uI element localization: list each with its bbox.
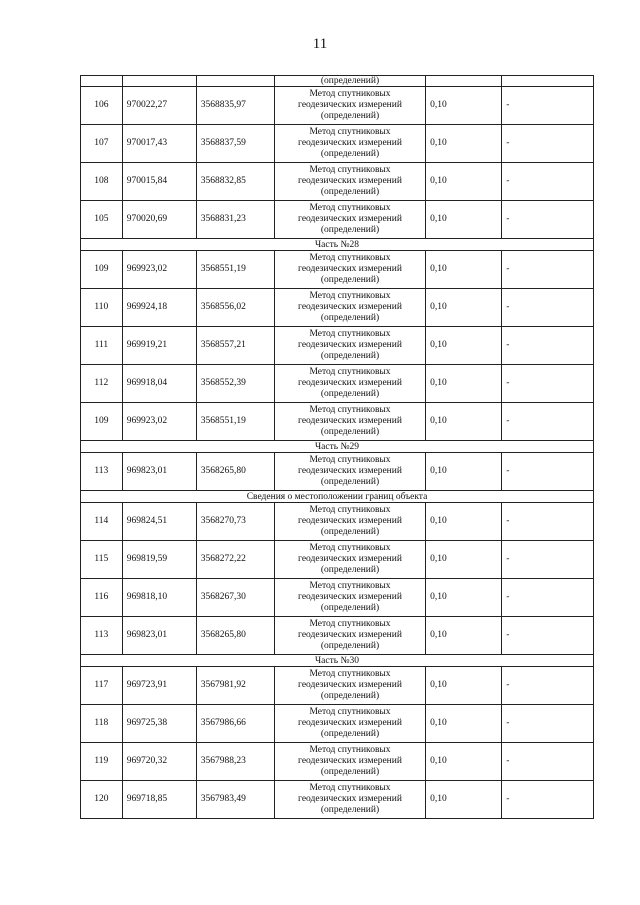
method-cell bbox=[274, 163, 425, 201]
coordinate-x: 969923,02 bbox=[122, 403, 196, 441]
coordinate-x: 969720,32 bbox=[122, 743, 196, 781]
note-value: - bbox=[502, 453, 594, 491]
method-text-line1: Метод спутниковых bbox=[309, 329, 391, 339]
accuracy-value: 0,10 bbox=[426, 781, 502, 819]
accuracy-value: 0,10 bbox=[426, 251, 502, 289]
method-text-line1: Метод спутниковых bbox=[309, 127, 391, 137]
coordinate-y: 3567986,66 bbox=[196, 705, 274, 743]
section-title: Часть №29 bbox=[81, 441, 594, 453]
method-text-line2: геодезических измерений bbox=[298, 214, 402, 224]
point-number: 113 bbox=[81, 453, 123, 491]
note-value: - bbox=[502, 289, 594, 327]
method-cell bbox=[274, 453, 425, 491]
method-text-line1: Метод спутниковых bbox=[309, 707, 391, 717]
coordinate-y: 3568832,85 bbox=[196, 163, 274, 201]
section-header-row bbox=[81, 441, 594, 453]
note-value: - bbox=[502, 541, 594, 579]
accuracy-value: 0,10 bbox=[426, 453, 502, 491]
note-value: - bbox=[502, 705, 594, 743]
method-text-line1: Метод спутниковых bbox=[309, 405, 391, 415]
note-value: - bbox=[502, 667, 594, 705]
table-row bbox=[81, 251, 594, 289]
coordinate-x: 969923,02 bbox=[122, 251, 196, 289]
point-number: 110 bbox=[81, 289, 123, 327]
note-value: - bbox=[502, 201, 594, 239]
method-text-line1: Метод спутниковых bbox=[309, 619, 391, 629]
section-title: Часть №30 bbox=[81, 655, 594, 667]
note-value: - bbox=[502, 503, 594, 541]
note-value: - bbox=[502, 617, 594, 655]
note-value: - bbox=[502, 781, 594, 819]
coordinate-x: 969725,38 bbox=[122, 705, 196, 743]
coordinate-y: 3568835,97 bbox=[196, 87, 274, 125]
coordinate-y: 3568267,30 bbox=[196, 579, 274, 617]
coordinate-y: 3568837,59 bbox=[196, 125, 274, 163]
note-value: - bbox=[502, 743, 594, 781]
coordinate-x: 969918,04 bbox=[122, 365, 196, 403]
coordinate-y: 3567983,49 bbox=[196, 781, 274, 819]
method-text-line1: Метод спутниковых bbox=[309, 367, 391, 377]
point-number: 120 bbox=[81, 781, 123, 819]
coordinate-y: 3568265,80 bbox=[196, 453, 274, 491]
point-number: 108 bbox=[81, 163, 123, 201]
point-number: 106 bbox=[81, 87, 123, 125]
table-row bbox=[81, 743, 594, 781]
point-number: 119 bbox=[81, 743, 123, 781]
point-number: 112 bbox=[81, 365, 123, 403]
method-cell bbox=[274, 403, 425, 441]
table-row bbox=[81, 87, 594, 125]
note-value: - bbox=[502, 251, 594, 289]
point-number: 114 bbox=[81, 503, 123, 541]
coordinate-x: 969823,01 bbox=[122, 453, 196, 491]
coordinate-y: 3568831,23 bbox=[196, 201, 274, 239]
accuracy-value: 0,10 bbox=[426, 289, 502, 327]
method-text-line2: геодезических измерений bbox=[298, 630, 402, 640]
note-value: - bbox=[502, 163, 594, 201]
section-header-row bbox=[81, 491, 594, 503]
accuracy-value: 0,10 bbox=[426, 503, 502, 541]
method-cell bbox=[274, 667, 425, 705]
point-number: 105 bbox=[81, 201, 123, 239]
method-text-line1: Метод спутниковых bbox=[309, 203, 391, 213]
table-row bbox=[81, 403, 594, 441]
note-value: - bbox=[502, 125, 594, 163]
coordinate-y: 3568556,02 bbox=[196, 289, 274, 327]
continuation-cell-note bbox=[502, 76, 594, 87]
method-text-line3: (определений) bbox=[320, 767, 380, 777]
method-text-line2: геодезических измерений bbox=[298, 302, 402, 312]
accuracy-value: 0,10 bbox=[426, 541, 502, 579]
point-number: 118 bbox=[81, 705, 123, 743]
method-text-line2: геодезических измерений bbox=[298, 756, 402, 766]
coordinate-y: 3568552,39 bbox=[196, 365, 274, 403]
method-text-line2: геодезических измерений bbox=[298, 264, 402, 274]
method-text-line1: Метод спутниковых bbox=[309, 581, 391, 591]
method-text-line3: (определений) bbox=[320, 527, 380, 537]
method-text-line3: (определений) bbox=[320, 313, 380, 323]
method-text-line3: (определений) bbox=[320, 111, 380, 121]
point-number: 116 bbox=[81, 579, 123, 617]
section-header-row bbox=[81, 655, 594, 667]
method-cell bbox=[274, 503, 425, 541]
method-text-line1: Метод спутниковых bbox=[309, 291, 391, 301]
method-text-line2: геодезических измерений bbox=[298, 176, 402, 186]
method-cell bbox=[274, 87, 425, 125]
coordinate-x: 969819,59 bbox=[122, 541, 196, 579]
coordinate-y: 3568270,73 bbox=[196, 503, 274, 541]
accuracy-value: 0,10 bbox=[426, 87, 502, 125]
coordinate-x: 970015,84 bbox=[122, 163, 196, 201]
coordinate-y: 3568557,21 bbox=[196, 327, 274, 365]
accuracy-value: 0,10 bbox=[426, 125, 502, 163]
method-text-line3: (определений) bbox=[320, 603, 380, 613]
method-text-line1: Метод спутниковых bbox=[309, 253, 391, 263]
continuation-cell-num bbox=[81, 76, 123, 87]
table-row bbox=[81, 781, 594, 819]
method-text-line2: геодезических измерений bbox=[298, 516, 402, 526]
method-text-line3: (определений) bbox=[320, 641, 380, 651]
method-text-line2: геодезических измерений bbox=[298, 680, 402, 690]
method-text-line1: Метод спутниковых bbox=[309, 669, 391, 679]
method-text-line2: геодезических измерений bbox=[298, 340, 402, 350]
method-text-line2: геодезических измерений bbox=[298, 592, 402, 602]
coordinate-x: 970017,43 bbox=[122, 125, 196, 163]
method-cell bbox=[274, 541, 425, 579]
method-text-line1: Метод спутниковых bbox=[309, 89, 391, 99]
method-text-line1: Метод спутниковых bbox=[309, 165, 391, 175]
method-cell bbox=[274, 251, 425, 289]
method-text-line2: геодезических измерений bbox=[298, 718, 402, 728]
method-cell bbox=[274, 125, 425, 163]
continuation-cell-accuracy bbox=[426, 76, 502, 87]
coordinate-y: 3568265,80 bbox=[196, 617, 274, 655]
method-text-line1: Метод спутниковых bbox=[309, 745, 391, 755]
continuation-cell-method: (определений) bbox=[274, 76, 425, 87]
table-row bbox=[81, 365, 594, 403]
coordinate-y: 3567981,92 bbox=[196, 667, 274, 705]
table-row bbox=[81, 503, 594, 541]
coordinate-x: 969824,51 bbox=[122, 503, 196, 541]
method-text-line2: геодезических измерений bbox=[298, 378, 402, 388]
method-cell bbox=[274, 781, 425, 819]
coordinate-y: 3568551,19 bbox=[196, 403, 274, 441]
accuracy-value: 0,10 bbox=[426, 579, 502, 617]
method-text-line3: (определений) bbox=[320, 187, 380, 197]
point-number: 117 bbox=[81, 667, 123, 705]
point-number: 109 bbox=[81, 403, 123, 441]
section-header-row bbox=[81, 239, 594, 251]
coordinate-x: 970022,27 bbox=[122, 87, 196, 125]
method-text-line1: Метод спутниковых bbox=[309, 455, 391, 465]
accuracy-value: 0,10 bbox=[426, 617, 502, 655]
accuracy-value: 0,10 bbox=[426, 743, 502, 781]
coordinate-x: 970020,69 bbox=[122, 201, 196, 239]
method-text-line3: (определений) bbox=[320, 275, 380, 285]
method-text-line1: Метод спутниковых bbox=[309, 505, 391, 515]
method-text-line2: геодезических измерений bbox=[298, 554, 402, 564]
method-text-line3: (определений) bbox=[320, 565, 380, 575]
coordinates-table-body bbox=[81, 76, 594, 819]
point-number: 113 bbox=[81, 617, 123, 655]
table-row bbox=[81, 667, 594, 705]
note-value: - bbox=[502, 579, 594, 617]
method-text-line3: (определений) bbox=[320, 427, 380, 437]
method-cell bbox=[274, 365, 425, 403]
method-cell bbox=[274, 289, 425, 327]
method-text-line3: (определений) bbox=[320, 729, 380, 739]
coordinate-x: 969723,91 bbox=[122, 667, 196, 705]
accuracy-value: 0,10 bbox=[426, 667, 502, 705]
method-text-line3: (определений) bbox=[320, 477, 380, 487]
method-cell bbox=[274, 617, 425, 655]
method-text-line2: геодезических измерений bbox=[298, 466, 402, 476]
table-row bbox=[81, 125, 594, 163]
table-row bbox=[81, 541, 594, 579]
method-cell bbox=[274, 743, 425, 781]
method-text-line2: геодезических измерений bbox=[298, 100, 402, 110]
method-text-line2: геодезических измерений bbox=[298, 794, 402, 804]
point-number: 107 bbox=[81, 125, 123, 163]
point-number: 111 bbox=[81, 327, 123, 365]
method-text-line1: Метод спутниковых bbox=[309, 543, 391, 553]
method-text-line2: геодезических измерений bbox=[298, 416, 402, 426]
method-cell bbox=[274, 327, 425, 365]
page-number: 11 bbox=[312, 36, 328, 52]
coordinate-y: 3568551,19 bbox=[196, 251, 274, 289]
method-text-line2: геодезических измерений bbox=[298, 138, 402, 148]
method-cell bbox=[274, 201, 425, 239]
method-text-line3: (определений) bbox=[320, 389, 380, 399]
coordinates-table bbox=[80, 75, 594, 819]
accuracy-value: 0,10 bbox=[426, 365, 502, 403]
coordinate-y: 3568272,22 bbox=[196, 541, 274, 579]
accuracy-value: 0,10 bbox=[426, 201, 502, 239]
note-value: - bbox=[502, 87, 594, 125]
table-row bbox=[81, 163, 594, 201]
table-row bbox=[81, 705, 594, 743]
method-text-line3: (определений) bbox=[320, 351, 380, 361]
coordinate-y: 3567988,23 bbox=[196, 743, 274, 781]
table-row bbox=[81, 289, 594, 327]
continuation-row bbox=[81, 76, 594, 87]
table-row bbox=[81, 327, 594, 365]
accuracy-value: 0,10 bbox=[426, 163, 502, 201]
section-title: Сведения о местоположении границ объекта bbox=[81, 491, 594, 503]
continuation-cell-x bbox=[122, 76, 196, 87]
table-row bbox=[81, 201, 594, 239]
table-row bbox=[81, 453, 594, 491]
method-text-line3: (определений) bbox=[320, 805, 380, 815]
accuracy-value: 0,10 bbox=[426, 705, 502, 743]
accuracy-value: 0,10 bbox=[426, 327, 502, 365]
coordinate-x: 969924,18 bbox=[122, 289, 196, 327]
continuation-cell-y bbox=[196, 76, 274, 87]
point-number: 115 bbox=[81, 541, 123, 579]
note-value: - bbox=[502, 365, 594, 403]
table-row bbox=[81, 617, 594, 655]
coordinate-x: 969818,10 bbox=[122, 579, 196, 617]
coordinate-x: 969718,85 bbox=[122, 781, 196, 819]
coordinate-x: 969919,21 bbox=[122, 327, 196, 365]
coordinate-x: 969823,01 bbox=[122, 617, 196, 655]
note-value: - bbox=[502, 403, 594, 441]
section-title: Часть №28 bbox=[81, 239, 594, 251]
method-text-line1: Метод спутниковых bbox=[309, 783, 391, 793]
note-value: - bbox=[502, 327, 594, 365]
point-number: 109 bbox=[81, 251, 123, 289]
table-row bbox=[81, 579, 594, 617]
method-text-line3: (определений) bbox=[320, 149, 380, 159]
accuracy-value: 0,10 bbox=[426, 403, 502, 441]
method-cell bbox=[274, 705, 425, 743]
method-text-line3: (определений) bbox=[320, 225, 380, 235]
method-text-line3: (определений) bbox=[320, 691, 380, 701]
method-cell bbox=[274, 579, 425, 617]
